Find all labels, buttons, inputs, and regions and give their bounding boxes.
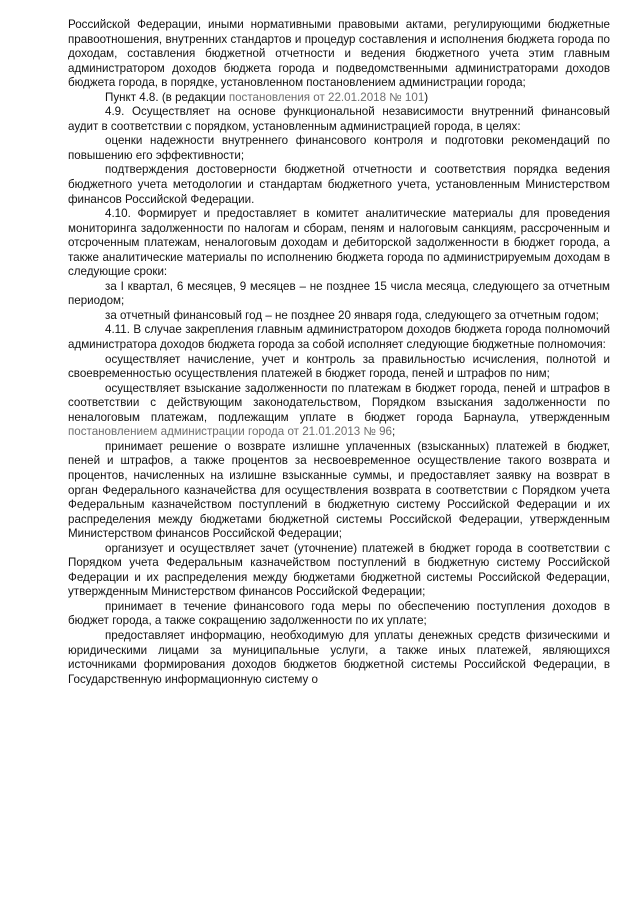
paragraph-4-9: 4.9. Осуществляет на основе функциональной независимости внутренний финансовый аудит в соответствии с порядком, установленным администрацией города, в целях: bbox=[68, 105, 610, 133]
resolution-reference-link[interactable]: постановлением администрации города от 21.01.2013 № 96 bbox=[68, 425, 393, 439]
paragraph-refund-decision: принимает решение о возврате излишне уплаченных (взысканных) платежей в бюджет, пеней и штрафов, а также процентов за несвоевременное осуществление такого возврата и процентов, начисленных на излишне взысканные суммы, и предоставляет заявку на возврат в орган Федерального казначейства для осуществления возврата в соответствии с Порядком учета Федеральным казначейством поступлений в бюджетную систему Российской Федерации и их распределения между бюджетами бюджетной системы Российской Федерации, утвержденным Министерством финансов Российской Федерации; bbox=[68, 439, 610, 541]
paragraph-4-11: 4.11. В случае закрепления главным администратором доходов бюджета города полномочий администратора доходов бюджета города за собой исполняет следующие бюджетные полномочия: bbox=[68, 323, 610, 352]
paragraph-quarter-deadline: за I квартал, 6 месяцев, 9 месяцев – не позднее 15 числа месяца, следующего за отчетным периодом; bbox=[68, 279, 610, 308]
paragraph-revenue-measures: принимает в течение финансового года меры по обеспечению поступления доходов в бюджет города, а также сокращению задолженности по их уплате; bbox=[68, 599, 610, 628]
amendment-note-tail: ) bbox=[424, 90, 429, 104]
paragraph-offset: организует и осуществляет зачет (уточнение) платежей в бюджет города в соответствии с Порядком учета Федеральным казначейством поступлений в бюджетную систему Российской Федерации и их распределения между бюджетами бюджетной системы Российской Федерации, утвержденным Министерством финансов Российской Федерации; bbox=[68, 541, 610, 599]
paragraph-audit-reporting: подтверждения достоверности бюджетной отчетности и соответствия порядка ведения бюджетного учета методологии и стандартам бюджетного учета, установленным Министерством финансов Российской Федерации. bbox=[68, 163, 610, 206]
debt-collection-tail: ; bbox=[392, 425, 396, 439]
paragraph-year-deadline: за отчетный финансовый год – не позднее 20 января года, следующего за отчетным годом; bbox=[105, 308, 599, 322]
paragraph-debt-collection bbox=[68, 382, 610, 440]
document-page bbox=[68, 18, 610, 687]
paragraph-4-10: 4.10. Формирует и предоставляет в комитет аналитические материалы для проведения мониторинга задолженности по налогам и сборам, пеням и налоговым санкциям, рассроченным и отсроченным платежам, неналоговым доходам и дебиторской задолженности в бюджет города, а также аналитические материалы по исполнению бюджета города по администрируемым доходам в следующие сроки: bbox=[68, 207, 610, 279]
paragraph-amendment-note bbox=[68, 91, 610, 106]
amendment-reference-link[interactable]: постановления от 22.01.2018 № 101 bbox=[228, 90, 425, 104]
paragraph-information-provision: предоставляет информацию, необходимую для уплаты денежных средств физическими и юридическими лицами за муниципальные услуги, а также иных платежей, являющихся источниками формирования доходов бюджетов бюджетной системы Российской Федерации, в Государственную информационную систему о bbox=[68, 628, 610, 686]
debt-collection-text: осуществляет взыскание задолженности по платежам в бюджет города, пеней и штрафов в соответствии с действующим законодательством, Порядком взыскания задолженности по неналоговым платежам, подлежащим уплате в бюджет города Барнаула, утвержденным bbox=[68, 381, 610, 424]
paragraph-continuation: Российской Федерации, иными нормативными правовыми актами, регулирующими бюджетные правоотношения, внутренних стандартов и процедур составления и исполнения бюджета города по доходам, составления бюджетной отчетности и ведения бюджетного учета этим главным администратором доходов бюджета города и подведомственными администраторами доходов бюджета города, в порядке, установленном постановлением администрации города; bbox=[68, 18, 610, 90]
amendment-note-text: Пункт 4.8. (в редакции bbox=[105, 90, 229, 104]
paragraph-accrual: осуществляет начисление, учет и контроль за правильностью исчисления, полнотой и своевременностью осуществления платежей в бюджет города, пеней и штрафов по ним; bbox=[68, 352, 610, 381]
paragraph-audit-reliability: оценки надежности внутреннего финансового контроля и подготовки рекомендаций по повышению его эффективности; bbox=[68, 134, 610, 162]
